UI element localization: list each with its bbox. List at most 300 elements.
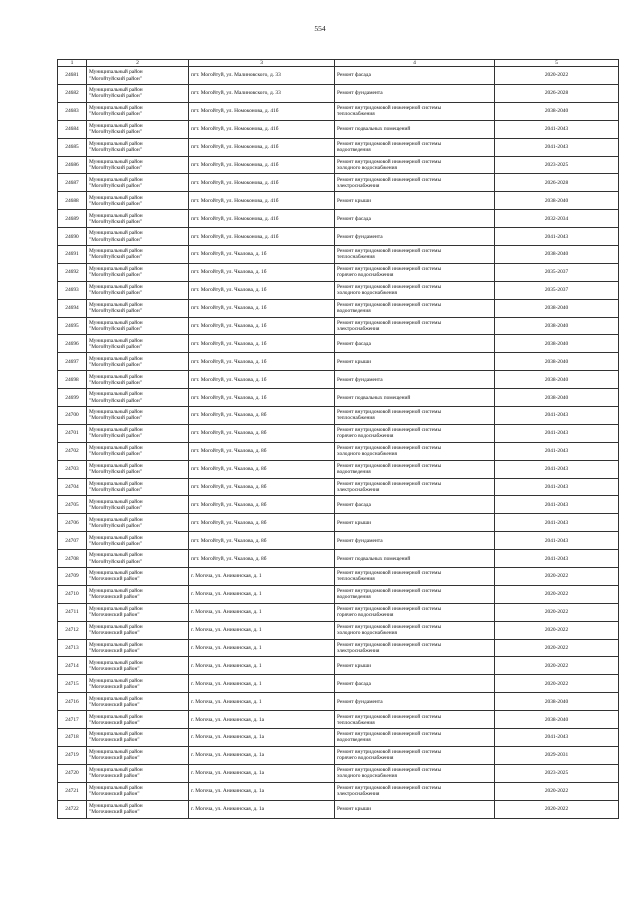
period-cell: 2041-2043 [495, 496, 619, 514]
municipality-line-2: "Могойтуйский район" [89, 200, 142, 207]
row-number: 24704 [58, 478, 87, 496]
municipality-line-2: "Могочинский район" [89, 773, 140, 780]
period-cell: 2038-2040 [495, 192, 619, 210]
address-cell: г. Могоча, ул. Аникинская, д. 1 [189, 693, 335, 711]
work-type-line-2: горячего водоснабжения [337, 272, 394, 279]
row-number: 24692 [58, 263, 87, 281]
period-cell: 2038-2040 [495, 299, 619, 317]
municipality-line-2: "Могойтуйский район" [89, 308, 142, 315]
work-type-cell [335, 782, 495, 800]
column-number-1: 1 [58, 60, 87, 67]
work-type-cell [335, 353, 495, 371]
work-type-line-1: Ремонт внутридомовой инженерной системы [337, 141, 442, 147]
work-type-cell [335, 102, 495, 120]
municipality-cell [87, 210, 189, 228]
municipality-line-1: Муниципальный район [89, 480, 143, 487]
work-type-line-2: теплоснабжения [337, 719, 375, 726]
work-type-line-1: Ремонт подвальных помещений [337, 394, 411, 401]
municipality-cell [87, 711, 189, 729]
municipality-line-1: Муниципальный район [89, 123, 143, 130]
row-number: 24695 [58, 317, 87, 335]
municipality-line-2: "Могойтуйский район" [89, 254, 142, 261]
row-number: 24713 [58, 639, 87, 657]
work-type-cell [335, 746, 495, 764]
column-number-2: 2 [87, 60, 189, 67]
work-type-line-2: электроснабжения [337, 326, 380, 332]
address-cell: пгт. Могойтуй, ул. Чкалова, д. 8б [189, 442, 335, 460]
work-type-cell [335, 263, 495, 281]
row-number: 24688 [58, 192, 87, 210]
municipality-line-2: "Могойтуйский район" [89, 147, 142, 154]
work-type-cell [335, 764, 495, 782]
municipality-line-1: Муниципальный район [89, 427, 143, 434]
municipality-cell [87, 568, 189, 586]
municipality-line-1: Муниципальный район [89, 713, 143, 720]
work-type-line-1: Ремонт крыши [337, 358, 371, 365]
table-row [58, 84, 619, 102]
work-type-cell [335, 371, 495, 389]
work-type-line-1: Ремонт крыши [337, 806, 371, 812]
municipality-line-1: Муниципальный район [89, 624, 143, 631]
period-cell: 2038-2040 [495, 711, 619, 729]
row-number: 24701 [58, 424, 87, 442]
work-type-line-2: горячего водоснабжения [337, 433, 394, 440]
row-number: 24690 [58, 228, 87, 246]
municipality-line-1: Муниципальный район [89, 695, 143, 702]
address-cell: пгт. Могойтуй, ул. Номоконова, д. 41б [189, 210, 335, 228]
table-row [58, 335, 619, 353]
municipality-line-1: Муниципальный район [89, 319, 143, 326]
period-cell: 2035-2037 [495, 281, 619, 299]
table-row [58, 800, 619, 818]
work-type-cell [335, 532, 495, 550]
address-cell: пгт. Могойтуй, ул. Чкалова, д. 1б [189, 246, 335, 264]
municipality-cell [87, 353, 189, 371]
address-cell: пгт. Могойтуй, ул. Чкалова, д. 8б [189, 532, 335, 550]
table-row [58, 138, 619, 156]
row-number: 24694 [58, 299, 87, 317]
table-row [58, 120, 619, 138]
municipality-line-1: Муниципальный район [89, 230, 143, 237]
municipality-cell [87, 782, 189, 800]
table-row [58, 764, 619, 782]
municipality-cell [87, 621, 189, 639]
column-number-3: 3 [189, 60, 335, 67]
municipality-line-2: "Могойтуйский район" [89, 290, 142, 297]
work-type-cell [335, 550, 495, 568]
period-cell: 2035-2037 [495, 263, 619, 281]
work-type-line-1: Ремонт внутридомовой инженерной системы [337, 731, 442, 738]
work-type-cell [335, 84, 495, 102]
municipality-line-1: Муниципальный район [89, 391, 143, 398]
table-row [58, 424, 619, 442]
municipality-line-2: "Могочинский район" [89, 648, 140, 655]
work-type-cell [335, 67, 495, 85]
work-type-line-2: теплоснабжения [337, 415, 375, 422]
municipality-line-1: Муниципальный район [89, 552, 143, 559]
table-row [58, 67, 619, 85]
work-type-line-1: Ремонт внутридомовой инженерной системы [337, 606, 442, 613]
municipality-line-2: "Могойтуйский район" [89, 272, 142, 279]
address-cell: пгт. Могойтуй, ул. Чкалова, д. 1б [189, 353, 335, 371]
address-cell: пгт. Могойтуй, ул. Чкалова, д. 8б [189, 460, 335, 478]
period-cell: 2041-2043 [495, 514, 619, 532]
work-type-cell [335, 335, 495, 353]
municipality-line-1: Муниципальный район [89, 409, 143, 416]
municipality-cell [87, 335, 189, 353]
work-type-cell [335, 174, 495, 192]
table-row [58, 102, 619, 120]
period-cell: 2041-2043 [495, 532, 619, 550]
table-row [58, 568, 619, 586]
row-number: 24715 [58, 675, 87, 693]
municipality-cell [87, 407, 189, 425]
row-number: 24718 [58, 729, 87, 747]
work-type-line-2: горячего водоснабжения [337, 612, 394, 619]
table-row [58, 263, 619, 281]
address-cell: пгт. Могойтуй, ул. Чкалова, д. 8б [189, 550, 335, 568]
row-number: 24708 [58, 550, 87, 568]
work-type-cell [335, 192, 495, 210]
period-cell: 2020-2022 [495, 585, 619, 603]
period-cell: 2041-2043 [495, 138, 619, 156]
work-type-cell [335, 407, 495, 425]
row-number: 24698 [58, 371, 87, 389]
address-cell: г. Могоча, ул. Аникинская, д. 1 [189, 603, 335, 621]
row-number: 24693 [58, 281, 87, 299]
period-cell: 2038-2040 [495, 353, 619, 371]
municipality-cell [87, 496, 189, 514]
address-cell: пгт. Могойтуй, ул. Номоконова, д. 41б [189, 228, 335, 246]
work-type-cell [335, 138, 495, 156]
municipality-line-2: "Могойтуйский район" [89, 218, 142, 225]
municipality-line-1: Муниципальный район [89, 606, 143, 613]
work-type-cell [335, 317, 495, 335]
table-row [58, 657, 619, 675]
municipality-line-2: "Могочинский район" [89, 701, 140, 708]
row-number: 24705 [58, 496, 87, 514]
address-cell: пгт. Могойтуй, ул. Чкалова, д. 1б [189, 299, 335, 317]
work-type-cell [335, 120, 495, 138]
work-type-line-1: Ремонт фасада [337, 72, 371, 79]
work-type-cell [335, 729, 495, 747]
period-cell: 2020-2022 [495, 621, 619, 639]
municipality-line-1: Муниципальный район [89, 212, 143, 219]
period-cell: 2026-2028 [495, 84, 619, 102]
work-type-cell [335, 228, 495, 246]
municipality-line-2: "Могойтуйский район" [89, 522, 142, 529]
work-type-cell [335, 800, 495, 818]
municipality-line-2: "Могочинский район" [89, 612, 140, 619]
work-type-line-1: Ремонт крыши [337, 519, 371, 526]
row-number: 24714 [58, 657, 87, 675]
municipality-line-1: Муниципальный район [89, 69, 143, 76]
work-type-cell [335, 639, 495, 657]
table-row [58, 711, 619, 729]
municipality-line-1: Муниципальный район [89, 194, 143, 201]
municipality-line-1: Муниципальный район [89, 588, 143, 595]
address-cell: г. Могоча, ул. Аникинская, д. 1 [189, 568, 335, 586]
repair-schedule-table [57, 59, 619, 819]
address-cell: пгт. Могойтуй, ул. Чкалова, д. 1б [189, 263, 335, 281]
work-type-cell [335, 210, 495, 228]
address-cell: пгт. Могойтуй, ул. Малиновского, д. 33 [189, 67, 335, 85]
row-number: 24689 [58, 210, 87, 228]
municipality-line-1: Муниципальный район [89, 767, 143, 774]
work-type-line-2: горячего водоснабжения [337, 755, 394, 762]
municipality-cell [87, 317, 189, 335]
address-cell: г. Могоча, ул. Аникинская, д. 1а [189, 800, 335, 818]
work-type-line-1: Ремонт фундамента [337, 376, 383, 383]
table-row [58, 746, 619, 764]
municipality-cell [87, 693, 189, 711]
row-number: 24681 [58, 67, 87, 85]
municipality-cell [87, 514, 189, 532]
period-cell: 2041-2043 [495, 478, 619, 496]
period-cell: 2038-2040 [495, 102, 619, 120]
municipality-cell [87, 442, 189, 460]
work-type-line-1: Ремонт внутридомовой инженерной системы [337, 266, 442, 273]
table-row [58, 228, 619, 246]
table-row [58, 639, 619, 657]
municipality-line-2: "Могочинский район" [89, 630, 140, 637]
municipality-cell [87, 639, 189, 657]
period-cell: 2038-2040 [495, 335, 619, 353]
address-cell: пгт. Могойтуй, ул. Номоконова, д. 41б [189, 174, 335, 192]
work-type-line-1: Ремонт внутридомовой инженерной системы [337, 641, 442, 648]
address-cell: пгт. Могойтуй, ул. Номоконова, д. 41б [189, 138, 335, 156]
table-row [58, 192, 619, 210]
address-cell: г. Могоча, ул. Аникинская, д. 1 [189, 657, 335, 675]
address-cell: г. Могоча, ул. Аникинская, д. 1 [189, 585, 335, 603]
table-row [58, 407, 619, 425]
work-type-line-2: водоотведения [337, 737, 371, 744]
row-number: 24720 [58, 764, 87, 782]
period-cell: 2032-2034 [495, 210, 619, 228]
address-cell: пгт. Могойтуй, ул. Чкалова, д. 1б [189, 281, 335, 299]
municipality-cell [87, 120, 189, 138]
municipality-line-2: "Могойтуйский район" [89, 343, 142, 350]
work-type-cell [335, 442, 495, 460]
table-row [58, 246, 619, 264]
work-type-line-2: теплоснабжения [337, 111, 375, 118]
municipality-cell [87, 657, 189, 675]
work-type-cell [335, 711, 495, 729]
municipality-line-1: Муниципальный район [89, 284, 143, 291]
work-type-line-2: электроснабжения [337, 648, 380, 655]
period-cell: 2020-2022 [495, 603, 619, 621]
address-cell: г. Могоча, ул. Аникинская, д. 1а [189, 711, 335, 729]
work-type-line-2: холодного водоснабжения [337, 290, 397, 297]
municipality-cell [87, 389, 189, 407]
period-cell: 2020-2022 [495, 657, 619, 675]
work-type-cell [335, 514, 495, 532]
municipality-cell [87, 764, 189, 782]
column-number-5: 5 [495, 60, 619, 67]
row-number: 24682 [58, 84, 87, 102]
municipality-line-1: Муниципальный район [89, 87, 143, 94]
page-number: 554 [314, 24, 326, 33]
municipality-line-2: "Могочинский район" [89, 576, 140, 583]
municipality-cell [87, 84, 189, 102]
row-number: 24691 [58, 246, 87, 264]
period-cell: 2041-2043 [495, 228, 619, 246]
period-cell: 2029-2031 [495, 746, 619, 764]
municipality-line-1: Муниципальный район [89, 302, 143, 309]
work-type-cell [335, 478, 495, 496]
work-type-line-1: Ремонт внутридомовой инженерной системы [337, 302, 442, 309]
period-cell: 2020-2022 [495, 800, 619, 818]
work-type-cell [335, 603, 495, 621]
address-cell: пгт. Могойтуй, ул. Чкалова, д. 1б [189, 335, 335, 353]
municipality-line-1: Муниципальный район [89, 498, 143, 505]
address-cell: пгт. Могойтуй, ул. Чкалова, д. 1б [189, 317, 335, 335]
period-cell: 2041-2043 [495, 424, 619, 442]
work-type-line-1: Ремонт внутридомовой инженерной системы [337, 624, 442, 631]
address-cell: пгт. Могойтуй, ул. Чкалова, д. 8б [189, 478, 335, 496]
municipality-line-1: Муниципальный район [89, 570, 143, 577]
work-type-line-2: электроснабжения [337, 791, 380, 798]
table-row [58, 174, 619, 192]
work-type-line-1: Ремонт фундамента [337, 90, 383, 97]
municipality-cell [87, 532, 189, 550]
municipality-line-1: Муниципальный район [89, 785, 143, 792]
work-type-line-1: Ремонт фундамента [337, 698, 383, 705]
table-row [58, 621, 619, 639]
municipality-line-2: "Могойтуйский район" [89, 451, 142, 458]
municipality-line-1: Муниципальный район [89, 445, 143, 452]
table-row [58, 299, 619, 317]
address-cell: пгт. Могойтуй, ул. Чкалова, д. 1б [189, 389, 335, 407]
municipality-line-2: "Могойтуйский район" [89, 558, 142, 565]
period-cell: 2041-2043 [495, 120, 619, 138]
municipality-line-2: "Могойтуйский район" [89, 379, 142, 386]
municipality-cell [87, 156, 189, 174]
table-row [58, 693, 619, 711]
municipality-cell [87, 246, 189, 264]
municipality-line-2: "Могойтуйский район" [89, 415, 142, 422]
table-row [58, 371, 619, 389]
work-type-cell [335, 675, 495, 693]
municipality-line-2: "Могойтуйский район" [89, 182, 142, 189]
address-cell: пгт. Могойтуй, ул. Номоконова, д. 41б [189, 156, 335, 174]
work-type-line-2: холодного водоснабжения [337, 630, 397, 637]
municipality-cell [87, 460, 189, 478]
work-type-line-1: Ремонт фасада [337, 680, 371, 687]
address-cell: г. Могоча, ул. Аникинская, д. 1а [189, 729, 335, 747]
work-type-line-2: теплоснабжения [337, 576, 375, 583]
work-type-cell [335, 621, 495, 639]
work-type-line-2: водоотведения [337, 594, 371, 601]
work-type-line-1: Ремонт внутридомовой инженерной системы [337, 427, 442, 434]
header-row [58, 60, 619, 67]
work-type-line-2: холодного водоснабжения [337, 164, 397, 171]
work-type-line-1: Ремонт внутридомовой инженерной системы [337, 248, 442, 255]
address-cell: г. Могоча, ул. Аникинская, д. 1а [189, 782, 335, 800]
municipality-line-1: Муниципальный район [89, 659, 143, 666]
work-type-line-2: электроснабжения [337, 487, 380, 494]
work-type-cell [335, 568, 495, 586]
work-type-line-2: холодного водоснабжения [337, 773, 397, 780]
address-cell: пгт. Могойтуй, ул. Чкалова, д. 8б [189, 424, 335, 442]
municipality-line-1: Муниципальный район [89, 677, 143, 684]
municipality-cell [87, 746, 189, 764]
work-type-cell [335, 496, 495, 514]
period-cell: 2020-2022 [495, 67, 619, 85]
period-cell: 2020-2022 [495, 568, 619, 586]
table-row [58, 550, 619, 568]
row-number: 24710 [58, 585, 87, 603]
municipality-line-2: "Могойтуйский район" [89, 164, 142, 171]
work-type-line-1: Ремонт внутридомовой инженерной системы [337, 105, 442, 112]
row-number: 24707 [58, 532, 87, 550]
work-type-cell [335, 389, 495, 407]
work-type-line-1: Ремонт внутридомовой инженерной системы [337, 785, 442, 792]
work-type-line-2: водоотведения [337, 147, 371, 154]
row-number: 24722 [58, 800, 87, 818]
period-cell: 2041-2043 [495, 460, 619, 478]
municipality-cell [87, 585, 189, 603]
period-cell: 2038-2040 [495, 371, 619, 389]
table-row [58, 585, 619, 603]
municipality-cell [87, 192, 189, 210]
table-header [58, 60, 619, 67]
period-cell: 2026-2028 [495, 174, 619, 192]
period-cell: 2041-2043 [495, 550, 619, 568]
work-type-line-1: Ремонт крыши [337, 662, 371, 669]
address-cell: г. Могоча, ул. Аникинская, д. 1 [189, 675, 335, 693]
period-cell: 2038-2040 [495, 693, 619, 711]
table-row [58, 675, 619, 693]
table-row [58, 156, 619, 174]
work-type-cell [335, 657, 495, 675]
work-type-line-1: Ремонт фасада [337, 340, 371, 347]
work-type-line-1: Ремонт внутридомовой инженерной системы [337, 463, 442, 470]
work-type-line-1: Ремонт внутридомовой инженерной системы [337, 409, 442, 416]
period-cell: 2041-2043 [495, 729, 619, 747]
period-cell: 2020-2022 [495, 782, 619, 800]
municipality-cell [87, 675, 189, 693]
work-type-line-1: Ремонт внутридомовой инженерной системы [337, 570, 442, 577]
address-cell: г. Могоча, ул. Аникинская, д. 1а [189, 746, 335, 764]
work-type-line-2: водоотведения [337, 308, 371, 315]
municipality-line-2: "Могочинский район" [89, 809, 140, 816]
municipality-cell [87, 729, 189, 747]
address-cell: г. Могоча, ул. Аникинская, д. 1 [189, 621, 335, 639]
row-number: 24703 [58, 460, 87, 478]
municipality-line-2: "Могочинский район" [89, 791, 140, 798]
work-type-cell [335, 246, 495, 264]
period-cell: 2020-2022 [495, 639, 619, 657]
period-cell: 2038-2040 [495, 389, 619, 407]
address-cell: пгт. Могойтуй, ул. Номоконова, д. 41б [189, 192, 335, 210]
table-row [58, 389, 619, 407]
municipality-line-1: Муниципальный район [89, 266, 143, 273]
work-type-cell [335, 585, 495, 603]
municipality-line-2: "Могочинский район" [89, 683, 140, 690]
row-number: 24684 [58, 120, 87, 138]
table-row [58, 532, 619, 550]
municipality-cell [87, 228, 189, 246]
table-row [58, 442, 619, 460]
row-number: 24685 [58, 138, 87, 156]
municipality-cell [87, 424, 189, 442]
row-number: 24696 [58, 335, 87, 353]
municipality-line-2: "Могойтуйский район" [89, 504, 142, 511]
period-cell: 2041-2043 [495, 407, 619, 425]
period-cell: 2041-2043 [495, 442, 619, 460]
municipality-cell [87, 102, 189, 120]
